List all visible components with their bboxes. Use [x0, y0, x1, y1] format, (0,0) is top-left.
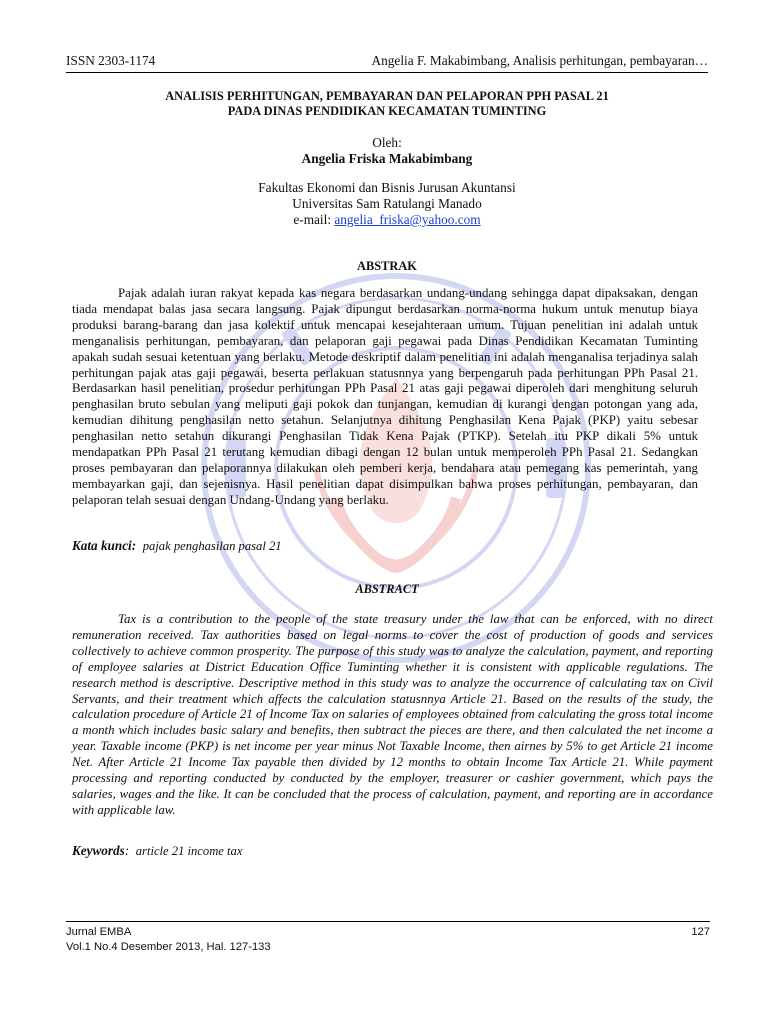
- page-footer: [66, 925, 710, 961]
- keywords-line: [72, 843, 242, 859]
- abstract-paragraph: Tax is a contribution to the people of the state treasury under the law that can be enforced, with no direct remuneration received. Tax authorities based on legal norms to cover the cost of production of goods and services collectively to achieve common prosperity. The purpose of this study was to analyze the calculation, payment, and reporting of employee salaries at District Education Office Tuminting whether it is consistent with applicable regulations. The research method is descriptive. Descriptive method in this study was to analyze the occurrence of calculating tax on Civil Servants, and their treatment which affects the calculation statusnnya Article 21. Based on the results of the study, the calculation procedure of Article 21 of Income Tax on salaries of employees obtained from calculating the gross total income a month which includes basic salary and benefits, then subtract the pieces are there, and then calculated the net income a year. Taxable income (PKP) is net income per year minus Not Taxable Income, then airnes by 5% to get Article 21 income Net. After Article 21 Income Tax payable then divided by 12 months to obtain Income Tax Article 21. While payment processing and reporting conducted by conducted by the employer, treasurer or cashier government, which pays the salaries, wages and the like. It can be concluded that the process of calculation, payment, and reporting are in accordance with applicable law.: [72, 612, 713, 817]
- affiliation-faculty: Fakultas Ekonomi dan Bisnis Jurusan Akuntansi: [258, 180, 516, 195]
- abstrak-body: [72, 286, 698, 509]
- email-label: e-mail:: [293, 212, 335, 227]
- title-line-2: PADA DINAS PENDIDIKAN KECAMATAN TUMINTING: [227, 104, 547, 118]
- paper-title: [66, 89, 708, 119]
- abstrak-heading: ABSTRAK: [357, 259, 417, 273]
- kata-kunci-label: Kata kunci:: [72, 538, 137, 553]
- keywords-separator: :: [124, 843, 130, 858]
- footer-rule: [66, 921, 710, 922]
- author-block: [66, 135, 708, 167]
- header-rule: [66, 72, 708, 73]
- running-short-title: Angelia F. Makabimbang, Analisis perhitungan, pembayaran…: [371, 53, 708, 68]
- email-line: [66, 212, 708, 228]
- journal-name: Jurnal EMBA: [66, 926, 132, 938]
- volume-info: Vol.1 No.4 Desember 2013, Hal. 127-133: [66, 941, 271, 953]
- issn-number: ISSN 2303-1174: [66, 53, 156, 68]
- abstract-body: [72, 612, 713, 819]
- page-number: 127: [691, 926, 710, 938]
- kata-kunci-line: [72, 538, 282, 554]
- affiliation-block: [66, 180, 708, 228]
- kata-kunci-text: pajak penghasilan pasal 21: [142, 539, 282, 553]
- author-name: Angelia Friska Makabimbang: [301, 151, 473, 166]
- keywords-label: Keywords: [72, 843, 125, 858]
- running-head: [66, 53, 708, 71]
- title-line-1: ANALISIS PERHITUNGAN, PEMBAYARAN DAN PELAPORAN PPH PASAL 21: [165, 89, 609, 103]
- keywords-text: article 21 income tax: [135, 844, 243, 858]
- abstract-heading: ABSTRACT: [355, 582, 419, 596]
- author-email-link[interactable]: angelia_friska@yahoo.com: [334, 212, 481, 227]
- oleh-label: Oleh:: [372, 135, 402, 150]
- abstrak-paragraph: Pajak adalah iuran rakyat kepada kas negara berdasarkan undang-undang sehingga dapat dipaksakan, dengan tiada mendapat balas jasa secara langsung. Pajak dipungut berdasarkan norma-norma hukum untuk menutup biaya produksi barang-barang dan jasa kolektif untuk mencapai kesejahteraan umum. Tujuan penelitian ini adalah untuk menganalisis perhitungan, pembayaran, dan pelaporan gaji pegawai pada Dinas Pendidikan Kecamatan Tuminting apakah sudah sesuai ketentuan yang berlaku. Metode deskriptif dalam penelitian ini adalah menganalisa terjadinya salah perhitungan pajak atas gaji pegawai, beserta perlakuan statusnnya yang berpengaruh pada perhitungan PPh Pasal 21. Berdasarkan hasil penelitian, prosedur perhitungan PPh Pasal 21 atas gaji pegawai diperoleh dari menghitung seluruh penghasilan bruto sebulan yang meliputi gaji pokok dan tunjangan, kemudian di kurangi dengan potongan yang ada, kemudian dihitung penghasilan netto setahun. Selanjutnya dihitung Penghasilan Kena Pajak (PKP) yaitu sebesar penghasilan netto setahun dikurangi Penghasilan Tidak Kena Pajak (PTKP). Setelah itu PKP dikali 5% untuk mendapatkan PPh Pasal 21 terutang kemudian dibagi dengan 12 bulan untuk memperoleh PPh Pasal 21. Sedangkan proses pembayaran dan pelaporannya dilakukan oleh pemberi kerja, bendahara atau pemegang kas pemerintah, yang membayarkan gaji, dan sejenisnya. Hasil penelitian dapat disimpulkan bahwa proses perhitungan, pembayaran, dan pelaporan telah sesuai dengan Undang-Undang yang berlaku.: [72, 286, 698, 507]
- affiliation-university: Universitas Sam Ratulangi Manado: [292, 196, 482, 211]
